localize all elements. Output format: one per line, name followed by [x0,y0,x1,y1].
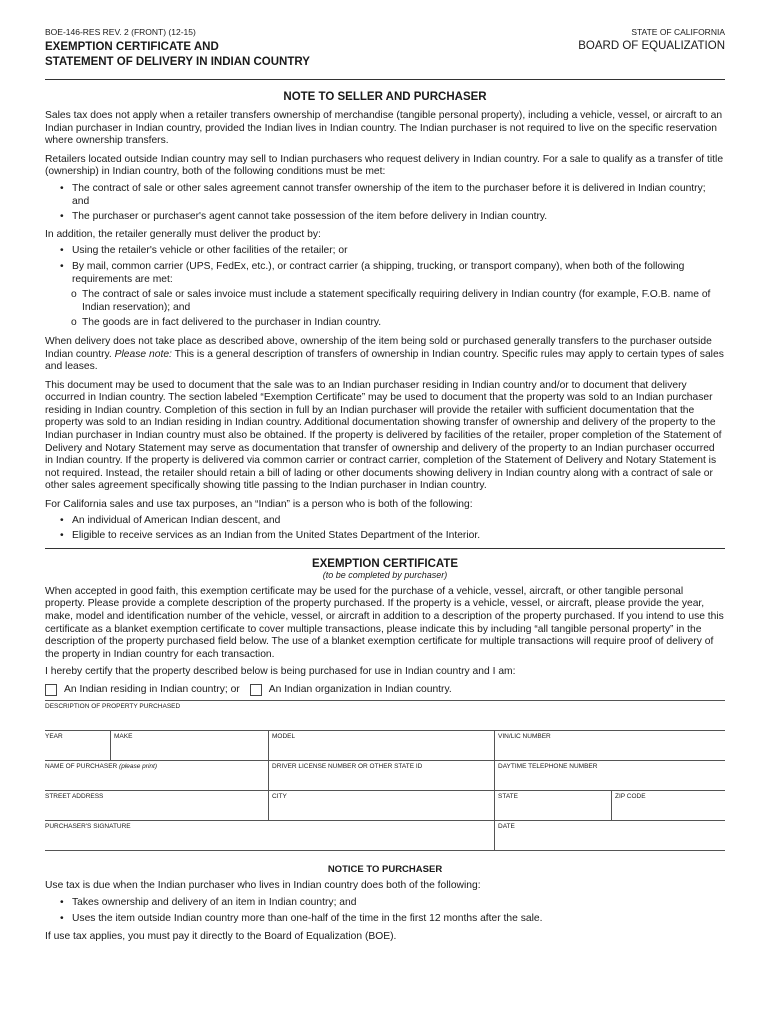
note-paragraph-4-text: When delivery does not take place as described above, ownership of the item being sold or purchased generally transfers to the purchaser outside Indian country. [45,335,712,360]
note-paragraph-4 [45,336,725,374]
please-print-note: (please print) [119,762,157,770]
please-note-label: Please note: [114,348,172,360]
purchaser-type-options [45,683,725,697]
form-title-line2: STATEMENT OF DELIVERY IN INDIAN COUNTRY [45,56,310,68]
model-label: MODEL [272,732,296,740]
indian-organization-checkbox[interactable] [250,684,262,696]
list-item: • Takes ownership and delivery of an item in Indian country; and [45,897,725,910]
vin-field[interactable] [494,731,726,760]
notice-paragraph-1: Use tax is due when the Indian purchaser who lives in Indian country does both of the following: [45,879,481,891]
phone-field[interactable] [494,761,726,790]
description-field[interactable] [45,701,725,730]
certificate-heading: EXEMPTION CERTIFICATE [311,557,459,570]
certificate-paragraph-1: When accepted in good faith, this exemption certificate may be used for the purchase of a vehicle, vessel, aircraft, or other tangible personal property. Please provide a complete description of the property purchased. If the property is a vehicle, vessel, or aircraft, please provide the year, make, model and identification number of the vehicle, vessel, or aircraft in addition to a description of the property purchased. If you intend to use this certificate as a blanket exemption certificate to cover multiple transactions, please indicate this by including “all tangible personal property” in the description of the property purchased field below. The use of a blanket exemption certificate for multiple transactions will require proof of delivery of the property in Indian country for each transaction. [45,585,724,660]
purchaser-name-field[interactable] [45,761,265,790]
notice-list [45,897,725,926]
purchaser-name-label [45,761,265,771]
vehicle-row [45,731,725,761]
form-title [45,40,310,70]
signature-label: PURCHASER'S SIGNATURE [45,822,131,830]
notice-paragraph-2: If use tax applies, you must pay it directly to the Board of Equalization (BOE). [45,930,397,942]
list-item: • Eligible to receive services as an Indian from the United States Department of the Interior. [45,530,725,543]
list-item: o The contract of sale or sales invoice must include a statement specifically requiring delivery in Indian country (for example, F.O.B. name of Indian reservation); and [45,289,725,314]
state-field[interactable] [494,791,610,820]
note-paragraph-2: Retailers located outside Indian country may sell to Indian purchasers who request delivery in Indian country. For a sale to qualify as a transfer of title (ownership) in Indian country, both of the following conditions must be met: [45,153,724,178]
list-item: • The purchaser or purchaser's agent cannot take possession of the item before delivery in Indian country. [45,211,725,224]
make-field[interactable] [110,731,268,760]
form-header [45,27,725,73]
description-row [45,701,725,731]
list-item: • Uses the item outside Indian country more than one-half of the time in the first 12 months after the sale. [45,913,725,926]
list-item: • By mail, common carrier (UPS, FedEx, etc.), or contract carrier (a shipping, trucking, or transport company), when both of the following requirements are met: [45,261,725,286]
certificate-paragraph-2: I hereby certify that the property described below is being purchased for use in Indian country and I am: [45,666,516,678]
indian-resident-checkbox[interactable] [45,684,57,696]
board-label: BOARD OF EQUALIZATION [578,40,725,52]
indian-definition-list [45,515,725,543]
note-section [45,80,725,543]
note-paragraph-1: Sales tax does not apply when a retailer transfers ownership of merchandise (tangible personal property), including a vehicle, vessel, or aircraft to an Indian purchaser in Indian country, provided the Indian lives in Indian country. The Indian purchaser is not required to live on the specific reservation where ownership transfers. [45,110,723,147]
make-label: MAKE [114,732,133,740]
conditions-list [45,183,725,224]
driver-license-label: DRIVER LICENSE NUMBER OR OTHER STATE ID [272,762,423,770]
description-label: DESCRIPTION OF PROPERTY PURCHASED [45,702,181,710]
notice-section [45,851,725,943]
purchaser-name-text: NAME OF PURCHASER [45,762,118,770]
zip-field[interactable] [611,791,726,820]
address-row [45,791,725,821]
street-address-field[interactable] [45,791,265,820]
state-label: STATE OF CALIFORNIA [631,27,725,37]
year-field[interactable] [45,731,109,760]
date-label: DATE [498,822,515,830]
city-field[interactable] [268,791,494,820]
note-heading: NOTE TO SELLER AND PURCHASER [283,91,487,103]
vin-label: VIN/LIC NUMBER [498,732,551,740]
street-address-label: STREET ADDRESS [45,792,104,800]
note-paragraph-3: In addition, the retailer generally must deliver the product by: [45,228,321,240]
state-field-label: STATE [498,792,518,800]
list-item: • Using the retailer's vehicle or other facilities of the retailer; or [45,245,725,258]
date-field[interactable] [494,821,726,850]
driver-license-field[interactable] [268,761,494,790]
form-title-line1: EXEMPTION CERTIFICATE AND [45,41,219,53]
purchaser-form-grid [45,700,725,851]
phone-label: DAYTIME TELEPHONE NUMBER [498,762,598,770]
list-item: o The goods are in fact delivered to the purchaser in Indian country. [45,317,725,330]
indian-resident-label: An Indian residing in Indian country; or [64,683,240,695]
list-item: • The contract of sale or other sales agreement cannot transfer ownership of the item to the purchaser before it is delivered in Indian country; and [45,183,725,208]
indian-organization-label: An Indian organization in Indian country. [268,683,452,695]
certificate-subheading: (to be completed by purchaser) [322,569,448,580]
form-page [45,27,725,943]
signature-row [45,821,725,851]
model-field[interactable] [268,731,494,760]
purchaser-row [45,761,725,791]
note-paragraph-6: For California sales and use tax purposes, an “Indian” is a person who is both of the following: [45,499,473,511]
note-paragraph-5: This document may be used to document that the sale was to an Indian purchaser residing in Indian country and/or to document that delivery occurred in Indian country. The section labeled “Exemption Certificate” may be used to document that the property was sold to an Indian purchaser residing in Indian country. Completion of this section in full by an Indian purchaser will provide the retailer with sufficient documentation that the property was sold to an Indian residing in Indian country. Additional documentation showing transfer of ownership and delivery of the property to the Indian purchaser in Indian country must also be obtained. If the property is delivered by facilities of the retailer, proper completion of the Statement of Delivery and Notary Statement may serve as documentation that transfer of ownership and delivery of the property to an Indian purchaser occurred in Indian country. If the property is delivered via common carrier or contract carrier, completion of the Statement of Delivery and Notary Statement is not required. Instead, the retailer should retain a bill of lading or other documents showing delivery in Indian country along with a contract of sale or other sales agreement specifically showing title passing to the Indian purchaser in Indian country. [45,379,722,492]
form-number: BOE-146-RES REV. 2 (FRONT) (12-15) [45,27,196,37]
signature-field[interactable] [45,821,490,850]
list-item: • An individual of American Indian descent, and [45,515,725,528]
city-label: CITY [272,792,287,800]
note-paragraph-4-text-2: This is a general description of transfers of ownership in Indian country. Specific rules may apply to certain types of sales and leases. [45,348,724,373]
zip-label: ZIP CODE [615,792,646,800]
certificate-section [45,549,725,851]
delivery-list [45,245,725,330]
year-label: YEAR [45,732,63,740]
notice-heading: NOTICE TO PURCHASER [327,863,443,875]
